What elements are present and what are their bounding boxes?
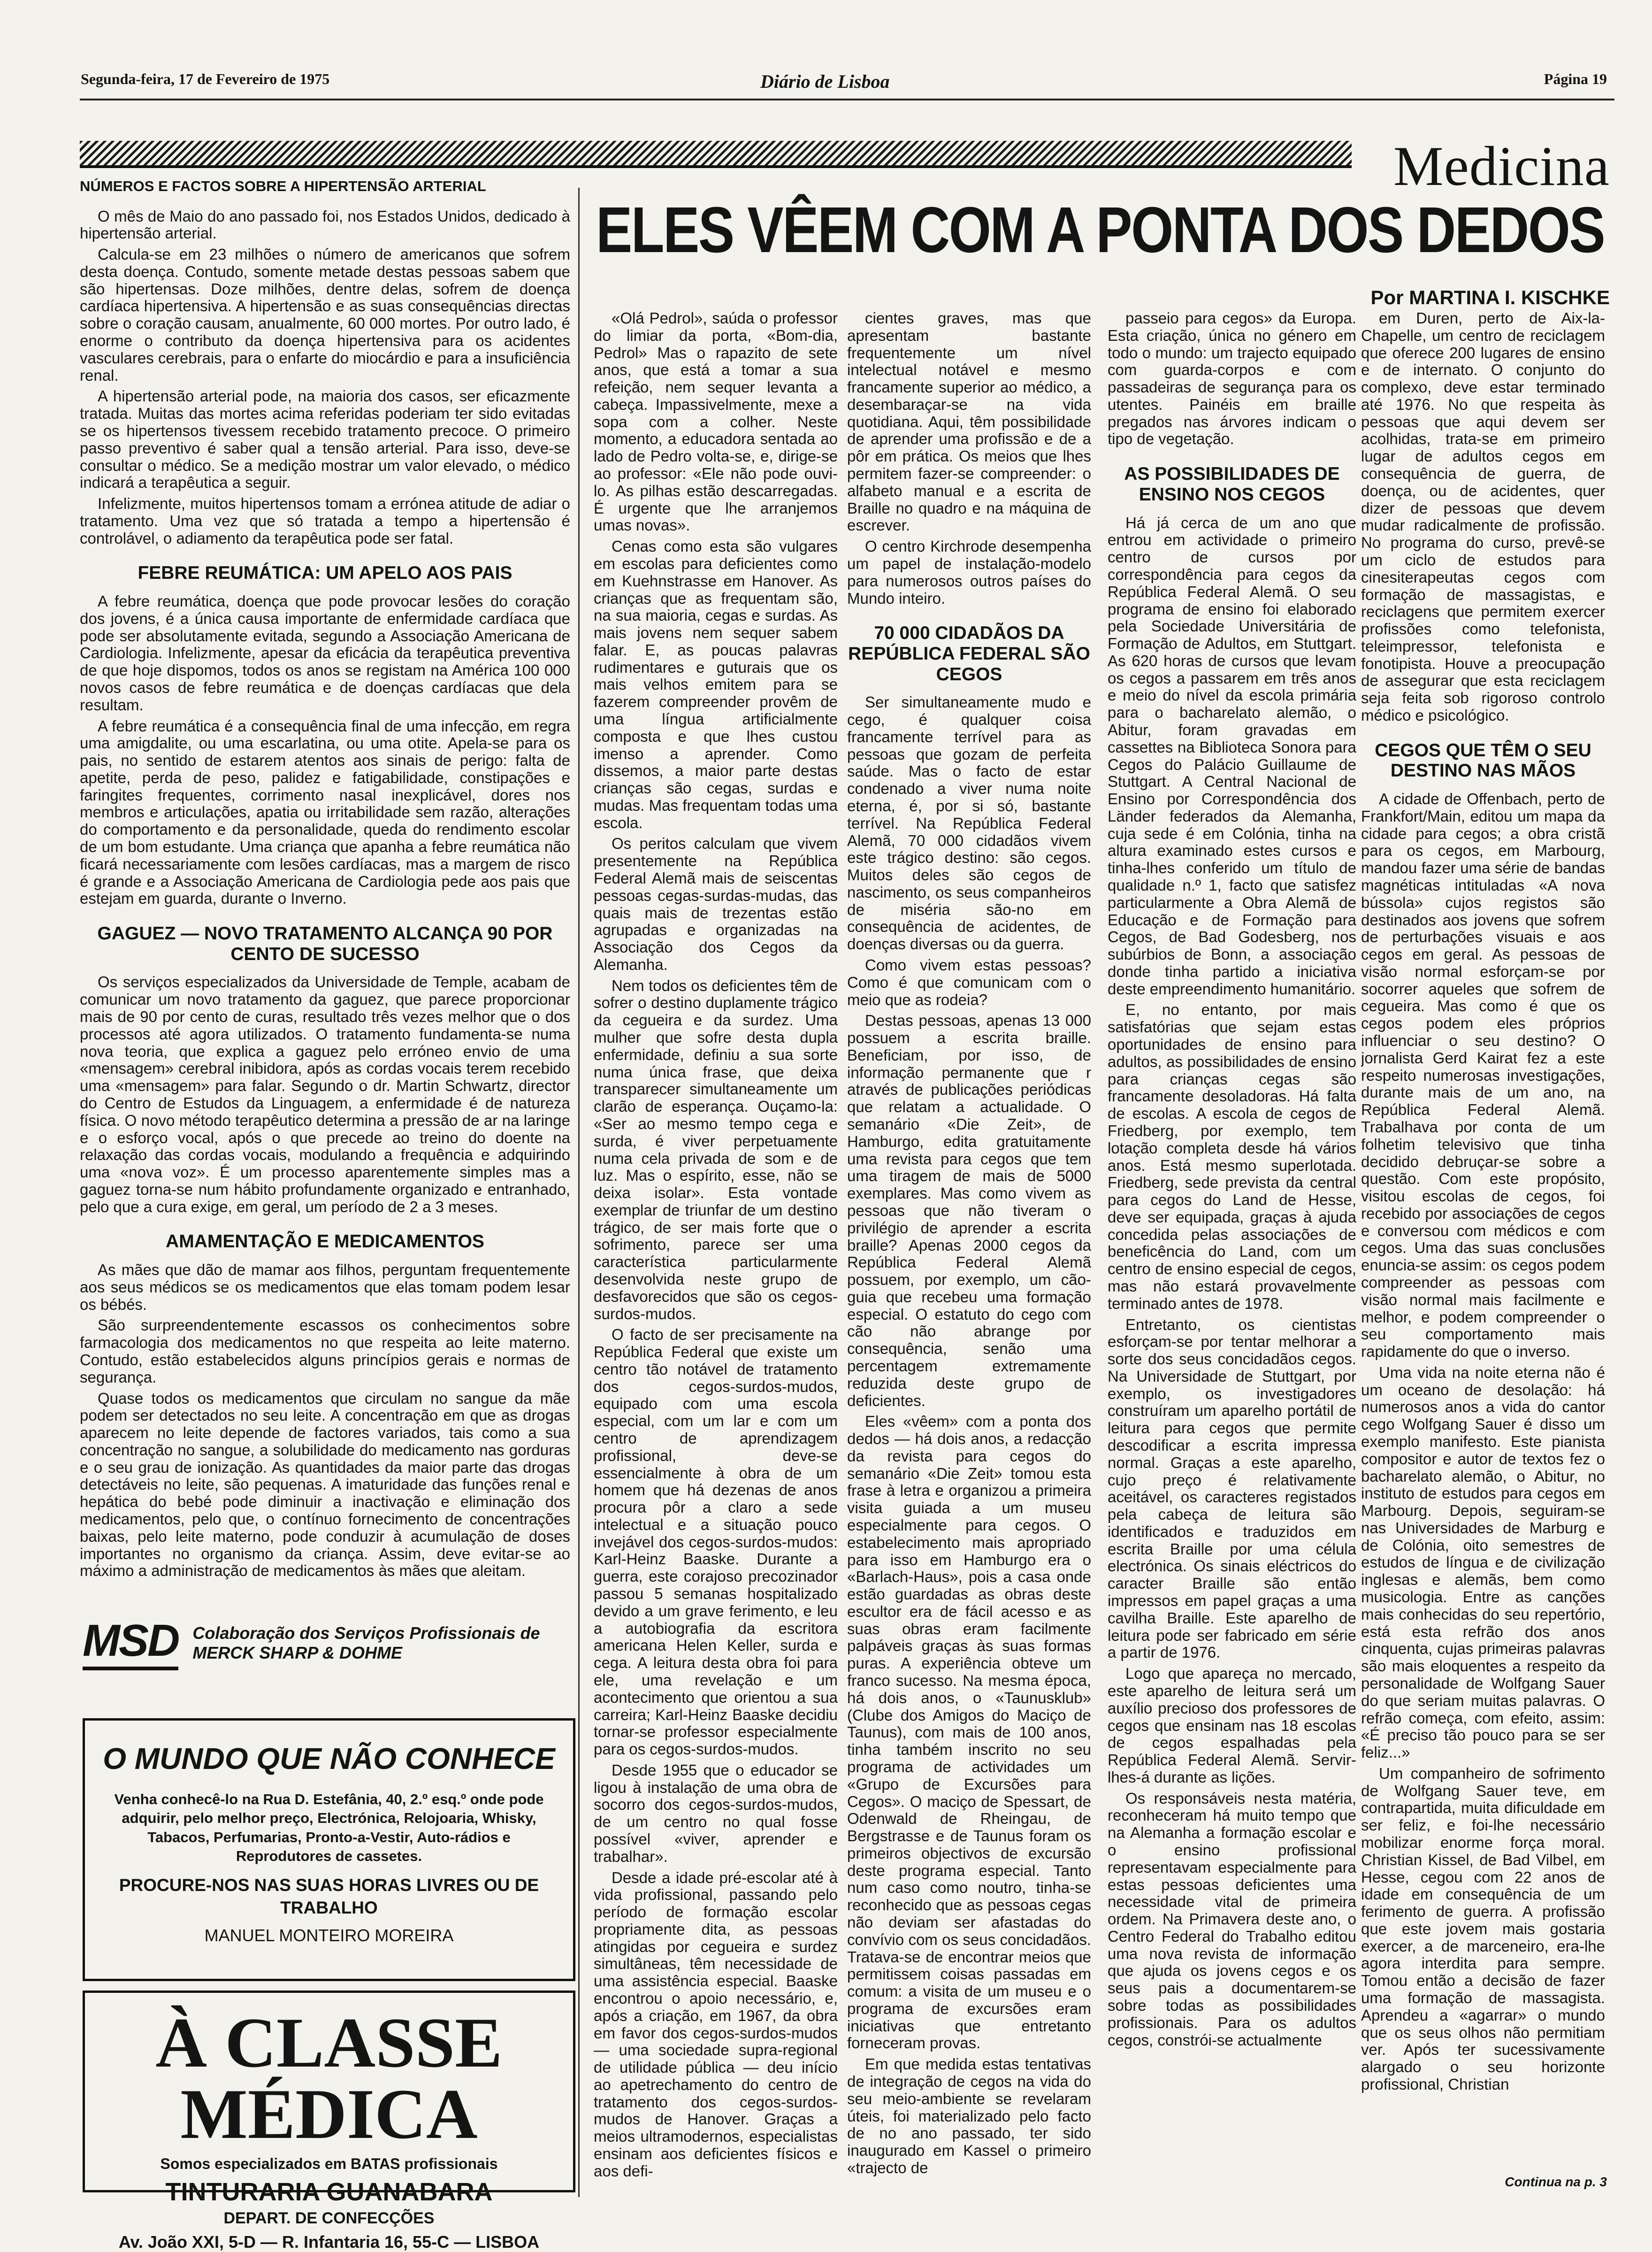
- sidebar-paragraph: Infelizmente, muitos hipertensos tomam a errónea atitude de adiar o tratamento. Uma vez que só tratada a tempo a hipertensão é controlável, o adiamento da terapêutica pode ser fatal.: [80, 495, 570, 547]
- article-paragraph: cientes graves, mas que apresentam bastante frequentemente um nível intelectual notável e mesmo francamente superior ao médico, a desembaraçar-se na vida quotidiana. Aqui, têm possibilidade de aprender uma profissão e de a pôr em prática. Os meios que lhes permitem fazer-se compreender: o alfabeto manual e a escrita de Braille no quadro e na máquina de escrever.: [847, 310, 1091, 534]
- byline: Por MARTINA I. KISCHKE: [1370, 286, 1610, 308]
- msd-logo: MSD: [83, 1615, 178, 1670]
- sidebar-paragraph: Os serviços especializados da Universidade de Temple, acabam de comunicar um novo tratamento da gaguez, que parece proporcionar mais de 90 por cento de curas, resultado três vezes melhor que o dos processos até agora utilizados. O tratamento fundamenta-se numa nova teoria, que explica a gaguez pelo erróneo envio de uma «mensagem» cerebral inibidora, após as cordas vocais terem recebido uma «mensagem» para falar. Segundo o dr. Martin Schwartz, director do Centro de Estudos da Linguagem, a enfermidade é de natureza física. O novo método terapêutico determina a pressão de ar na laringe e o esforço vocal, após o que precede ao treino do doente na relaxação das cordas vocais, modulando a frequência e adquirindo uma «nova voz». É um processo aparentemente simples mas a gaguez torna-se num hábito profundamente organizado e entranhado, pelo que a cura exige, em geral, um período de 2 a 3 meses.: [80, 973, 570, 1215]
- masthead: Diário de Lisboa: [760, 71, 890, 92]
- article-column-4: [1361, 310, 1605, 2169]
- page-number: Página 19: [1544, 70, 1607, 87]
- issue-date: Segunda-feira, 17 de Fevereiro de 1975: [81, 70, 330, 87]
- ad-msd: [83, 1615, 571, 1704]
- sidebar-subheading: GAGUEZ — NOVO TRATAMENTO ALCANÇA 90 POR CENTO DE SUCESSO: [97, 923, 553, 964]
- ad-classe-line: Av. João XXI, 5-D — R. Infantaria 16, 55-C — LISBOA: [118, 2232, 540, 2252]
- article-paragraph: Nem todos os deficientes têm de sofrer o destino duplamente trágico da cegueira e da surdez. Uma mulher que sofre desta dupla enfermidade, definiu a sua sorte numa única frase, que deixa transparecer simultaneamente um clarão de esperança. Ouçamo-la: «Ser ao mesmo tempo cega e surda, é viver perpetuamente numa cela privada de som e de luz. Mas o espírito, esse, não se deixa isolar». Esta vontade exemplar de triunfar de um destino trágico, de ser mais forte que o sofrimento, parece ser uma característica particularmente desenvolvida neste grupo de desfavorecidos que são os cegos-surdos-mudos.: [594, 976, 838, 1322]
- article-paragraph: Destas pessoas, apenas 13 000 possuem a escrita braille. Beneficiam, por isso, de informação permanente que r através de publicações periódicas que relatam a actualidade. O semanário «Die Zeit», de Hamburgo, edita gratuitamente uma revista para cegos que tem uma tiragem de mais de 5000 exemplares. Mas como vivem as pessoas que não tiveram o privilégio de aprender a escrita braille? Apenas 2000 cegos da República Federal Alemã possuem, por exemplo, um cão-guia que recebeu uma formação especial. O estatuto do cego com cão não abrange por consequência, senão uma percentagem extremamente reduzida deste grupo de deficientes.: [847, 1012, 1091, 1409]
- sidebar-paragraph: Quase todos os medicamentos que circulam no sangue da mãe podem ser detectados no seu leite. A concentração em que as drogas aparecem no leite depende de factores variados, tais como a sua concentração no sangue, a solubilidade do medicamento nas gorduras e o seu grau de ionização. As quantidades da maior parte das drogas detectáveis no leite, são pequenas. A imaturidade das funções renal e hepática do bebé pode diminuir a inactivação e eliminação dos medicamentos, pelo que, o contínuo fornecimento de concentrações baixas, pelo leite materno, pode conduzir à acumulação de doses importantes no organismo da criança. Assim, deve evitar-se ao máximo a administração de medicamentos às mães que aleitam.: [80, 1389, 570, 1580]
- header-rule: [80, 99, 1614, 100]
- article-paragraph: «Olá Pedrol», saúda o professor do limiar da porta, «Bom-dia, Pedrol» Mas o rapazito de sete anos, que está a tomar a sua refeição, nem sequer levanta a cabeça. Impassivelmente, mexe a sopa com a colher. Neste momento, a educadora sentada ao lado de Pedro volta-se, e, dirige-se ao professor: «Ele não pode ouvi-lo. As pilhas estão descarregadas. É urgente que lhe arranjemos umas novas».: [594, 310, 838, 534]
- article-subheading: CEGOS QUE TÊM O SEU DESTINO NAS MÃOS: [1375, 740, 1591, 781]
- article-paragraph: O centro Kirchrode desempenha um papel de instalação-modelo para numerosos outros países do Mundo inteiro.: [847, 538, 1091, 607]
- sidebar-subheading: AMAMENTAÇÃO E MEDICAMENTOS: [166, 1231, 484, 1252]
- continued-note: Continua na p. 3: [1505, 2175, 1607, 2189]
- article-paragraph: Como vivem estas pessoas? Como é que comunicam com o meio que as rodeia?: [847, 956, 1091, 1008]
- ad-mundo-title: O MUNDO QUE NÃO CONHECE: [103, 1742, 555, 1775]
- section-title: Medicina: [1393, 135, 1610, 197]
- article-paragraph: Desde 1955 que o educador se ligou à instalação de uma obra de socorro dos cegos-surdos-mudos, de um centro no qual fosse possível «viver, aprender e trabalhar».: [594, 1761, 838, 1865]
- article-paragraph: Eles «vêem» com a ponta dos dedos — há dois anos, a redacção da revista para cegos do semanário «Die Zeit» tomou esta frase à letra e organizou a primeira visita guiada a um museu especialmente para cegos. O estabelecimento mais apropriado para isso em Hamburgo era o «Barlach-Haus», pois a casa onde estão guardadas as obras deste escultor era de fácil acesso e as suas obras eram facilmente palpáveis graças às suas formas puras. A experiência obteve um franco sucesso. Na mesma época, há dois anos, o «Taunusklub» (Clube dos Amigos do Maciço de Taunus), com mais de 100 anos, tinha também inscrito no seu programa de actividades um «Grupo de Excursões para Cegos». O maciço de Spessart, de Odenwald de Rheingau, de Bergstrasse e de Taunus foram os primeiros objectivos de excursão deste programa especial. Tanto num caso como noutro, tinha-se reconhecido que as pessoas cegas não deviam ser afastadas do convívio com os seus concidadãos. Tratava-se de encontrar meios que permitissem coisas passadas em comum: a visita de um museu e o programa de excursões eram iniciativas que entretanto forneceram provas.: [847, 1413, 1091, 2052]
- article-paragraph: E, no entanto, por mais satisfatórias que sejam estas oportunidades de ensino para adultos, as possibilidades de ensino para crianças cegas são francamente desoladoras. Há falta de escolas. A escola de cegos de Friedberg, por exemplo, tem lotação completa desde há vários anos. Está mesmo superlotada. Friedberg, sede prevista da central para cegos do Land de Hesse, deve ser equipada, graças à ajuda concedida pelas associações de beneficência do Land, com um centro de ensino especial de cegos, mas não estará provavelmente terminado antes de 1978.: [1108, 1001, 1356, 1312]
- article-paragraph: Os responsáveis nesta matéria, reconheceram há muito tempo que na Alemanha a formação escolar e o ensino profissional representavam especialmente para estas pessoas deficientes uma necessidade vital de primeira ordem. Na Primavera deste ano, o Centro Federal do Trabalho editou uma nova revista de informação que ajuda os jovens cegos e os seus pais a documentarem-se sobre todas as possibilidades profissionais. Para os adultos cegos, constrói-se actualmente: [1108, 1789, 1356, 2049]
- ad-classe-line: Somos especializados em BATAS profissionais: [160, 2155, 498, 2172]
- ad-mundo: [83, 1718, 575, 1981]
- ad-classe-line: TINTURARIA GUANABARA: [165, 2178, 493, 2206]
- article-paragraph: passeio para cegos» da Europa. Esta criação, única no género em todo o mundo: um trajecto equipado com guarda-corpos e com passadeiras de segurança para os utentes. Painéis em braille pregados nas árvores indicam o tipo de vegetação.: [1108, 310, 1356, 448]
- sidebar-paragraph: O mês de Maio do ano passado foi, nos Estados Unidos, dedicado à hipertensão arterial.: [80, 207, 570, 242]
- article-column-2: [847, 310, 1091, 2183]
- sidebar-paragraph: As mães que dão de mamar aos filhos, perguntam frequentemente aos seus médicos se os medicamentos que elas tomam podem lesar os bébés.: [80, 1261, 570, 1313]
- sidebar-paragraph: A hipertensão arterial pode, na maioria dos casos, ser eficazmente tratada. Muitas das mortes acima referidas poderiam ter sido evitadas se os hipertensos tivessem recebido tratamento precoce. O primeiro passo preventivo é saber qual a tensão arterial. Para isso, deve-se consultar o médico. Se a medição mostrar um valor elevado, o médico indicará a terapêutica a seguir.: [80, 387, 570, 492]
- sidebar-column: [80, 178, 570, 1601]
- sidebar-paragraph: A febre reumática é a consequência final de uma infecção, em regra uma amigdalite, ou uma escarlatina, ou uma otite. Apela-se para os pais, no sentido de estarem atentos aos sinais de perigo: falta de apetite, perda de peso, palidez e fatigabilidade, constipações e faringites frequentes, corrimento nasal inexplicável, dores nos membros e articulações, apatia ou irritabilidade sem razão, alterações do comportamento e da personalidade, queda do rendimento escolar de um bom estudante. Uma criança que apanha a febre reumática não ficará necessariamente com lesões cardíacas, mas a margem de risco é grande e a Associação Americana de Cardiologia pede aos pais que estejam em guarda, durante o Inverno.: [80, 717, 570, 907]
- article-paragraph: Um companheiro de sofrimento de Wolfgang Sauer teve, em contrapartida, muita dificuldade em ser feliz, e foi-lhe necessário mobilizar enorme força moral. Christian Kissel, de Bad Vilbel, em Hesse, cegou com 22 anos de idade em consequência de um ferimento de guerra. A profissão que este jovem mais gostaria exercer, a de marceneiro, era-lhe agora interdita para sempre. Tomou então a decisão de fazer uma formação de massagista. Aprendeu a «agarrar» o mundo que os seus olhos não permitiam ver. Após ter sucessivamente alargado o seu horizonte profissional, Christian: [1361, 1764, 1605, 2093]
- article-column-1: [594, 310, 838, 2183]
- ad-mundo-body: Venha conhecê-lo na Rua D. Estefânia, 40, 2.º esq.º onde pode adquirir, pelo melhor preço, Electrónica, Relojoaria, Whisky, Tabacos, Perfumarias, Pronto-a-Vestir, Auto-rádios e Reprodutores de cassetes.: [114, 1791, 544, 1864]
- ad-mundo-emphasis: PROCURE-NOS NAS SUAS HORAS LIVRES OU DE TRABALHO: [119, 1875, 539, 1918]
- article-paragraph: Os peritos calculam que vivem presentemente na República Federal Alemã mais de seiscentas pessoas cegas-surdas-mudas, das quais mais de trezentas estão agrupadas e organizadas na Associação dos Cegos da Alemanha.: [594, 835, 838, 973]
- sidebar-heading: NÚMEROS E FACTOS SOBRE A HIPERTENSÃO ARTERIAL: [80, 178, 486, 194]
- article-paragraph: Uma vida na noite eterna não é um oceano de desolação: há numerosos anos a vida do cantor cego Wolfgang Sauer é disso um exemplo manifesto. Este pianista compositor e autor de textos fez o bacharelato alemão, o Abitur, no instituto de estudos para cegos em Marbourg. Depois, seguiram-se nas Universidades de Marburg e de Colónia, oito semestres de estudos de língua e de civilização inglesas e alemãs, bem como musicologia. Entre as canções mais conhecidas do seu repertório, está esta refrão dos anos cinquenta, cujas primeiras palavras são mais eloquentes a respeito da personalidade de Wolfgang Sauer do que seriam muitas palavras. O refrão começa, com efeito, assim: «É preciso tão pouco para se ser feliz...»: [1361, 1363, 1605, 1761]
- msd-text: Colaboração dos Serviços Profissionais de MERCK SHARP & DOHME: [192, 1623, 540, 1662]
- column-rule: [578, 188, 580, 2197]
- article-paragraph: Ser simultaneamente mudo e cego, é qualquer coisa francamente terrível para as pessoas que gozam de perfeita saúde. Mas o facto de estar condenado a viver numa noite eterna, é, por si só, bastante terrível. Na República Federal Alemã, 70 000 cidadãos vivem este trágico destino: são cegos. Muitos deles são cegos de nascimento, os seus companheiros de miséria são-no em consequência de acidentes, de doenças diversas ou da guerra.: [847, 693, 1091, 953]
- article-column-3: [1108, 310, 1356, 2183]
- article-paragraph: Em que medida estas tentativas de integração de cegos na vida do seu meio-ambiente se revelaram úteis, foi materializado pelo facto de no ano passado, ter sido inaugurado em Kassel o primeiro «trajecto de: [847, 2055, 1091, 2176]
- section-hatch-bar: [80, 141, 1352, 168]
- sidebar-paragraph: A febre reumática, doença que pode provocar lesões do coração dos jovens, é a única causa importante de enfermidade cardíaca que pode ser absolutamente evitada, segundo a Associação Americana de Cardiologia. Infelizmente, apesar da eficácia da terapêutica preventiva de que hoje dispomos, todos os anos se registam na América 100 000 novos casos de febre reumática e de doenças cardíacas que dela resultam.: [80, 592, 570, 714]
- sidebar-paragraph: Calcula-se em 23 milhões o número de americanos que sofrem desta doença. Contudo, somente metade destas pessoas sabem que são hipertensas. Doze milhões, dentre delas, sofrem de doença cardíaca hipertensiva. A hipertensão e as suas consequências directas sobre o coração causam, anualmente, 60 000 mortes. Por outro lado, é enorme o contributo da doença hipertensiva para os acidentes vasculares cerebrais, para o enfarte do miocárdio e para a insuficiência renal.: [80, 246, 570, 384]
- article-paragraph: A cidade de Offenbach, perto de Frankfort/Main, editou um mapa da cidade para cegos; a obra cristã para os cegos, em Marbourg, mandou fazer uma série de bandas magnéticas intituladas «A nova bússola» cujos registos são destinados aos jovens que sofrem de perturbações visuais e aos cegos em geral. As pessoas de visão normal esforçam-se por socorrer aqueles que sofrem de cegueira. Mas como é que os cegos podem eles próprios influenciar o seu destino? O jornalista Gerd Kairat fez a este respeito numerosas investigações, durante mais de um ano, na República Federal Alemã. Trabalhava por conta de um folhetim televisivo que tinha decidido debruçar-se sobre a questão. Com este propósito, visitou escolas de cegos, foi recebido por associações de cegos e conversou com médicos e com cegos. Uma das suas conclusões enuncia-se assim: os cegos podem compreender as pessoas com visão normal mais facilmente e melhor, e podem compreender o seu comportamento mais rapidamente do que o inverso.: [1361, 790, 1605, 1360]
- article-paragraph: O facto de ser precisamente na República Federal que existe um centro tão notável de tratamento dos cegos-surdos-mudos, equipado com uma escola especial, com um lar e com um centro de aprendizagem profissional, deve-se essencialmente à obra de um homem que há dezenas de anos procura pôr a claro a sede intelectual e a situação pouco invejável dos cegos-surdos-mudos: Karl-Heinz Baaske. Durante a guerra, este corajoso precozinador passou 5 semanas hospitalizado devido a um grave ferimento, e leu a autobiografia da escritora americana Helen Keller, surda e cega. A leitura desta obra foi para ele, uma revelação e um acontecimento que orientou a sua carreira; Karl-Heinz Baaske decidiu tornar-se professor especialmente para os cegos-surdos-mudos.: [594, 1326, 838, 1758]
- article-paragraph: Entretanto, os cientistas esforçam-se por tentar melhorar a sorte dos seus concidadãos cegos. Na Universidade de Stuttgart, por exemplo, os investigadores construíram um aparelho portátil de leitura para cegos que permite descodificar a escrita impressa normal. Graças a este aparelho, cujo preço é relativamente aceitável, os caracteres registados pela cabeça de leitura são identificados e traduzidos em escrita Braille por uma célula electrónica. Os sinais eléctricos do caracter Braille são então impressos em papel graças a uma cavilha Braille. Este aparelho de leitura pode ser fabricado em série a partir de 1976.: [1108, 1315, 1356, 1661]
- ad-mundo-name: MANUEL MONTEIRO MOREIRA: [204, 1926, 454, 1945]
- article-subheading: AS POSSIBILIDADES DE ENSINO NOS CEGOS: [1124, 464, 1340, 505]
- article-subheading: 70 000 CIDADÃOS DA REPÚBLICA FEDERAL SÃO CEGOS: [848, 623, 1090, 684]
- sidebar-paragraph: São surpreendentemente escassos os conhecimentos sobre farmacologia dos medicamentos no que respeita ao leite materno. Contudo, estão estabelecidos alguns princípios gerais e normas de segurança.: [80, 1316, 570, 1386]
- article-paragraph: Desde a idade pré-escolar até à vida profissional, passando pelo período de formação escolar propriamente dita, as pessoas atingidas por cegueira e surdez simultâneas, têm necessidade de uma assistência especial. Baaske encontrou o apoio necessário, e, após a criação, em 1967, da obra em favor dos cegos-surdos-mudos — uma sociedade supra-regional de utilidade pública — deu início ao apetrechamento do centro de tratamento dos cegos-surdos-mudos de Hanover. Graças a meios ultramodernos, especialistas ensinam aos deficientes físicos e aos defi-: [594, 1868, 838, 2180]
- ad-classe-line: DEPART. DE CONFECÇÕES: [223, 2209, 435, 2227]
- sidebar-subheading: FEBRE REUMÁTICA: UM APELO AOS PAIS: [138, 563, 512, 584]
- article-paragraph: Há já cerca de um ano que entrou em actividade o primeiro centro de cursos por correspondência para cegos da República Federal Alemã. O seu programa de ensino foi elaborado pela Sociedade Universitária de Formação de Adultos, em Stuttgart. As 620 horas de cursos que levam os cegos a passarem em três anos e meio do nível da escola primária para o bacharelato alemão, o Abitur, foram gravadas em cassettes na Biblioteca Sonora para Cegos do Palácio Guillaume de Stuttgart. A Central Nacional de Ensino por Correspondência dos Länder federados da Alemanha, cuja sede é em Colónia, tinha na altura examinado estes cursos e tinha-lhes conferido um título de qualidade n.º 1, facto que satisfez particularmente a Obra Alemã de Educação e de Formação para Cegos, de Bad Godesberg, nos subúrbios de Bonn, a associação donde tinha partido a iniciativa deste empreendimento humanitário.: [1108, 514, 1356, 998]
- ad-classe-title: À CLASSE MÉDICA: [155, 2003, 503, 2153]
- article-paragraph: Cenas como esta são vulgares em escolas para deficientes como em Kuehnstrasse em Hanover. As crianças que as frequentam são, na sua maioria, cegas e surdas. As mais jovens nem sequer sabem falar. E, as poucas palavras rudimentares e guturais que os mais velhos emitem para se fazerem compreender provêm de uma língua artificialmente composta e que lhes custou imenso a aprender. Como dissemos, a maior parte destas crianças são cegas, surdas e mudas. Mas frequentam todas uma escola.: [594, 538, 838, 831]
- article-paragraph: Logo que apareça no mercado, este aparelho de leitura será um auxílio precioso dos professores de cegos que ensinam nas 18 escolas de cegos espalhadas pela República Federal Alemã. Servir-lhes-á durante as lições.: [1108, 1665, 1356, 1786]
- article-paragraph: em Duren, perto de Aix-la-Chapelle, um centro de reciclagem que oferece 200 lugares de ensino e de internato. O conjunto do complexo, deve estar terminado até 1976. No que respeita às pessoas que aqui devem ser acolhidas, trata-se em primeiro lugar de adultos cegos em consequência de guerra, de doença, ou de acidentes, quer dizer de pessoas que devem mudar radicalmente de profissão. No programa do curso, prevê-se um ciclo de estudos para cinesiterapeutas cegos com formação de massagistas, e reciclagens que permitem exercer profissões como telefonista, teleimpressor, telefonista e fonotipista. Houve a preocupação de assegurar que esta reciclagem seja feita sob rigoroso controlo médico e psicológico.: [1361, 310, 1605, 724]
- ad-classe-medica: [83, 1991, 575, 2252]
- headline: ELES VÊEM COM A PONTA DOS DEDOS: [596, 194, 1605, 266]
